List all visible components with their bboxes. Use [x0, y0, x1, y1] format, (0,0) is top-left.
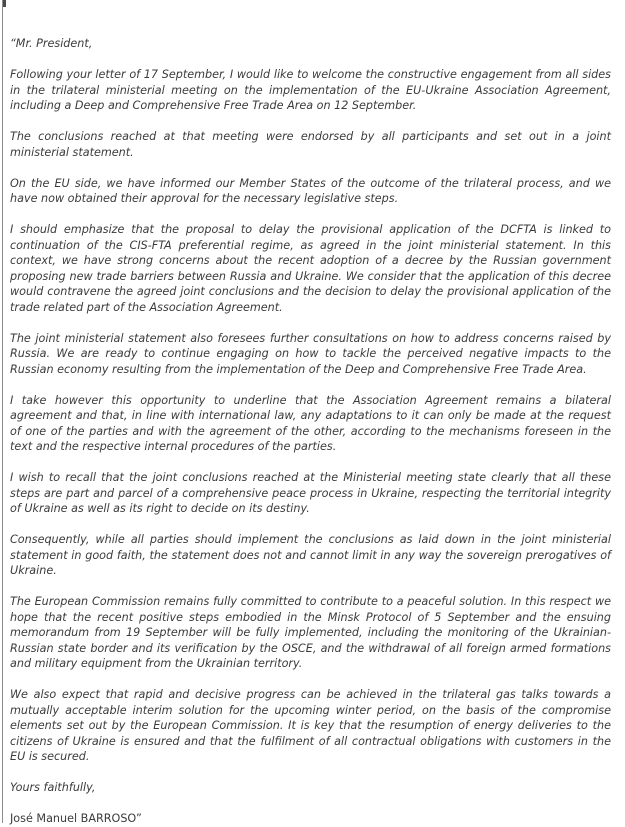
letter-paragraph: The conclusions reached at that meeting were endorsed by all participants and set out in a joint ministerial statement. — [10, 130, 611, 159]
letter-paragraph: On the EU side, we have informed our Member States of the outcome of the trilateral process, and we have now obtained their approval for the necessary legislative steps. — [10, 176, 611, 205]
letter-salutation: “Mr. President, — [10, 37, 93, 50]
letter-body — [10, 36, 611, 827]
page-corner-mark — [3, 0, 6, 7]
letter-paragraph: I wish to recall that the joint conclusions reached at the Ministerial meeting state clearly that all these steps are part and parcel of a comprehensive peace process in Ukraine, respecting the territorial integrity of Ukraine as well as its right to decide on its destiny. — [10, 471, 611, 515]
letter-closing: Yours faithfully, — [10, 781, 96, 794]
letter-paragraph: I should emphasize that the proposal to delay the provisional application of the DCFTA is linked to continuation of the CIS-FTA preferential regime, as agreed in the joint ministerial statement. In this context, we have strong concerns about the recent adoption of a decree by the Russian government proposing new trade barriers between Russia and Ukraine. We consider that the application of this decree would contravene the agreed joint conclusions and the decision to delay the provisional application of the trade related part of the Association Agreement. — [10, 223, 611, 314]
letter-signature: José Manuel BARROSO” — [10, 812, 142, 825]
letter-document — [2, 0, 624, 823]
letter-paragraph: Following your letter of 17 September, I would like to welcome the constructive engagement from all sides in the trilateral ministerial meeting on the implementation of the EU-Ukraine Association Agreement, including a Deep and Comprehensive Free Trade Area on 12 September. — [10, 68, 611, 112]
letter-paragraph: We also expect that rapid and decisive progress can be achieved in the trilateral gas talks towards a mutually acceptable interim solution for the upcoming winter period, on the basis of the compromise elements set out by the European Commission. It is key that the resumption of energy deliveries to the citizens of Ukraine is ensured and that the fulfilment of all contractual obligations with customers in the EU is secured. — [10, 688, 611, 763]
letter-paragraph: The joint ministerial statement also foresees further consultations on how to address concerns raised by Russia. We are ready to continue engaging on how to tackle the perceived negative impacts to the Russian economy resulting from the implementation of the Deep and Comprehensive Free Trade Area. — [10, 331, 611, 376]
letter-paragraph: Consequently, while all parties should implement the conclusions as laid down in the joint ministerial statement in good faith, the statement does not and cannot limit in any way the sovereign prerogatives of Ukraine. — [10, 533, 611, 577]
letter-paragraph: I take however this opportunity to underline that the Association Agreement remains a bilateral agreement and that, in line with international law, any adaptations to it can only be made at the request of one of the parties and with the agreement of the other, according to the mechanisms foreseen in the text and the respective internal procedures of the parties. — [10, 393, 611, 453]
letter-paragraph: The European Commission remains fully committed to contribute to a peaceful solution. In this respect we hope that the recent positive steps embodied in the Minsk Protocol of 5 September and the ensuing memorandum from 19 September will be fully implemented, including the monitoring of the Ukrainian-Russian state border and its verification by the OSCE, and the withdrawal of all foreign armed formations and military equipment from the Ukrainian territory. — [10, 595, 611, 670]
